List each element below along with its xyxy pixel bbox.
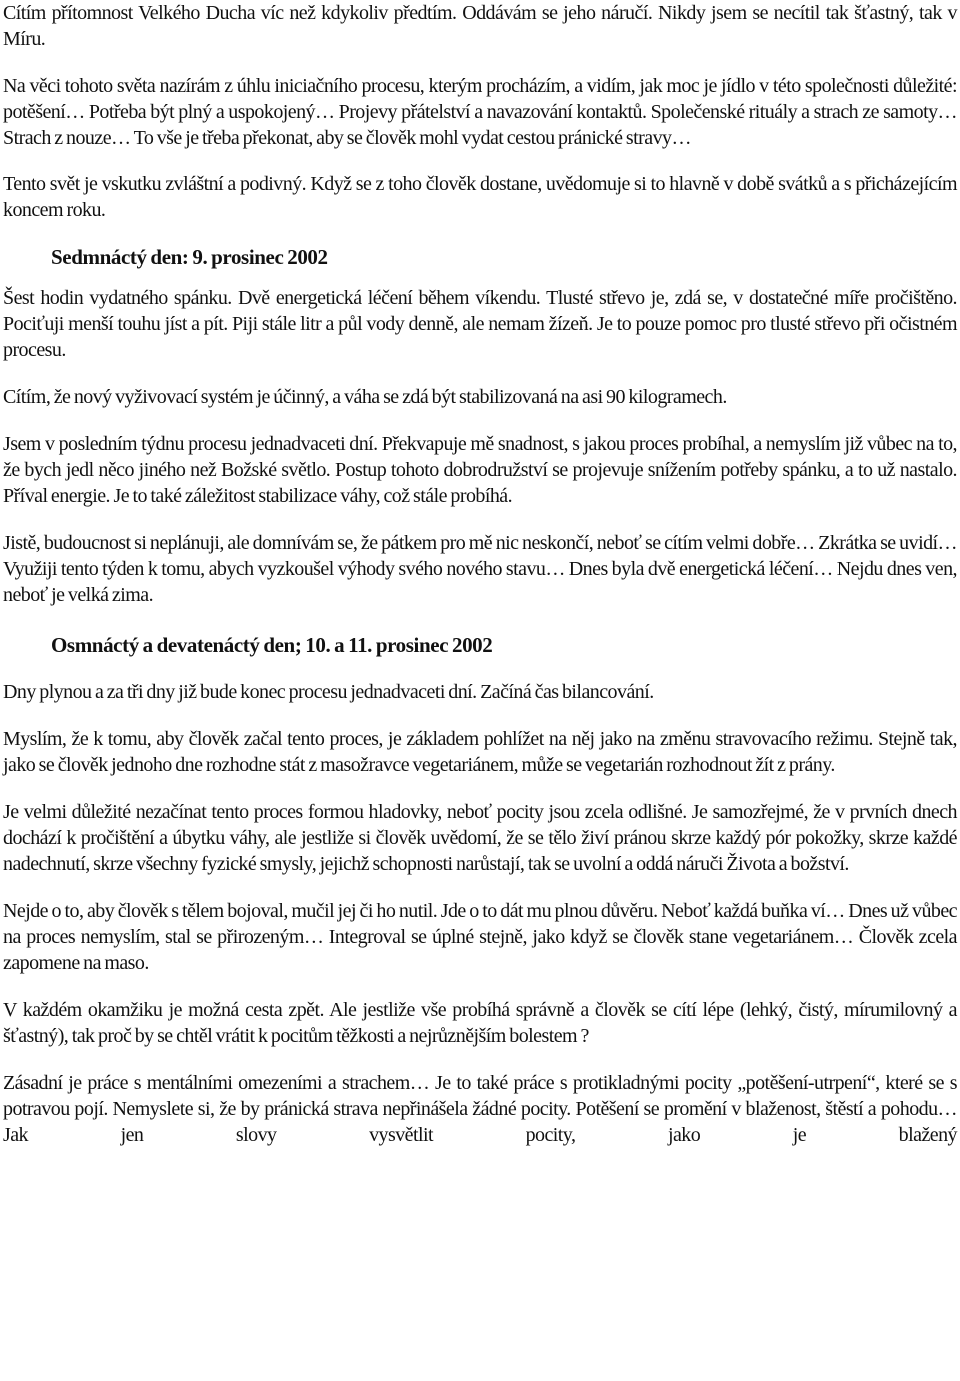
paragraph: V každém okamžiku je možná cesta zpět. Ale jestliže vše probíhá správně a člověk se cítí lépe (lehký, čistý, mírumilovný a šťastný), tak proč by se chtěl vrátit k pocitům těžkosti a nejrůznějším bolestem ? (3, 999, 957, 1047)
paragraph: Je velmi důležité nezačínat tento proces formou hladovky, neboť pocity jsou zcela odlišné. Je samozřejmé, že v prvních dnech dochází k pročištění a úbytku váhy, ale jestliže si člověk uvědomí, že se tělo živí pránou skrze každý pór pokožky, skrze každé nadechnutí, skrze všechny fyzické smysly, jejichž schopnosti narůstají, tak se uvolní a oddá náruči Života a božství. (3, 801, 957, 875)
paragraph: Cítím, že nový vyživovací systém je účinný, a váha se zdá být stabilizovaná na asi 90 kilogramech. (3, 386, 727, 408)
paragraph: Tento svět je vskutku zvláštní a podivný. Když se z toho člověk dostane, uvědomuje si to hlavně v době svátků a s přicházejícím koncem roku. (3, 173, 957, 221)
paragraph: Jistě, budoucnost si neplánuji, ale domnívám se, že pátkem pro mě nic neskončí, neboť se cítím velmi dobře… Zkrátka se uvidí… Využiji tento týden k tomu, abych vyzkoušel výhody svého nového stavu… Dnes byla dvě energetická léčení… Nejdu dnes ven, neboť je velká zima. (3, 532, 957, 606)
paragraph: Jsem v posledním týdnu procesu jednadvaceti dní. Překvapuje mě snadnost, s jakou proces probíhal, a nemyslím již vůbec na to, že bych jedl něco jiného než Božské světlo. Postup tohoto dobrodružství se projevuje snížením potřeby spánku, a to už nastalo. Příval energie. Je to také záležitost stabilizace váhy, což stále probíhá. (3, 433, 957, 507)
paragraph: Zásadní je práce s mentálními omezeními a strachem… Je to také práce s protikladnými pocity „potěšení-utrpení“, které se s potravou pojí. Nemyslete si, že by pránická strava nepřinášela žádné pocity. Potěšení se promění v blaženost, štěstí a pohodu… Jak jen slovy vysvětlit pocity, jako je blažený (3, 1072, 957, 1146)
section-heading: Sedmnáctý den: 9. prosinec 2002 (51, 245, 328, 269)
paragraph: Dny plynou a za tři dny již bude konec procesu jednadvaceti dní. Začíná čas bilancování. (3, 681, 654, 703)
section-heading: Osmnáctý a devatenáctý den; 10. a 11. prosinec 2002 (51, 633, 493, 657)
paragraph: Na věci tohoto světa nazírám z úhlu iniciačního procesu, kterým procházím, a vidím, jak moc je jídlo v této společnosti důležité: potěšení… Potřeba být plný a uspokojený… Projevy přátelství a navazování kontaktů. Společenské rituály a strach ze samoty… Strach z nouze… To vše je třeba překonat, aby se člověk mohl vydat cestou pránické stravy… (3, 75, 957, 149)
paragraph: Šest hodin vydatného spánku. Dvě energetická léčení během víkendu. Tlusté střevo je, zdá se, v dostatečné míře pročištěno. Pociťuji menší touhu jíst a pít. Piji stále litr a půl vody denně, ale nemam žízeň. Je to pouze pomoc pro tlusté střevo při očistném procesu. (3, 287, 957, 361)
paragraph: Nejde o to, aby člověk s tělem bojoval, mučil jej či ho nutil. Jde o to dát mu plnou důvěru. Neboť každá buňka ví… Dnes už vůbec na proces nemyslím, stal se přirozeným… Integroval se úplné stejně, jako když se člověk stane vegetariánem… Člověk zcela zapomene na maso. (3, 900, 957, 974)
paragraph: Cítím přítomnost Velkého Ducha víc než kdykoliv předtím. Oddávám se jeho náručí. Nikdy jsem se necítil tak šťastný, tak v Míru. (3, 2, 957, 50)
paragraph: Myslím, že k tomu, aby člověk začal tento proces, je základem pohlížet na něj jako na změnu stravovacího režimu. Stejně tak, jako se člověk jednoho dne rozhodne stát z masožravce vegetariánem, může se vegetarián rozhodnout žít z prány. (3, 728, 957, 776)
document-page (3, 0, 957, 1148)
